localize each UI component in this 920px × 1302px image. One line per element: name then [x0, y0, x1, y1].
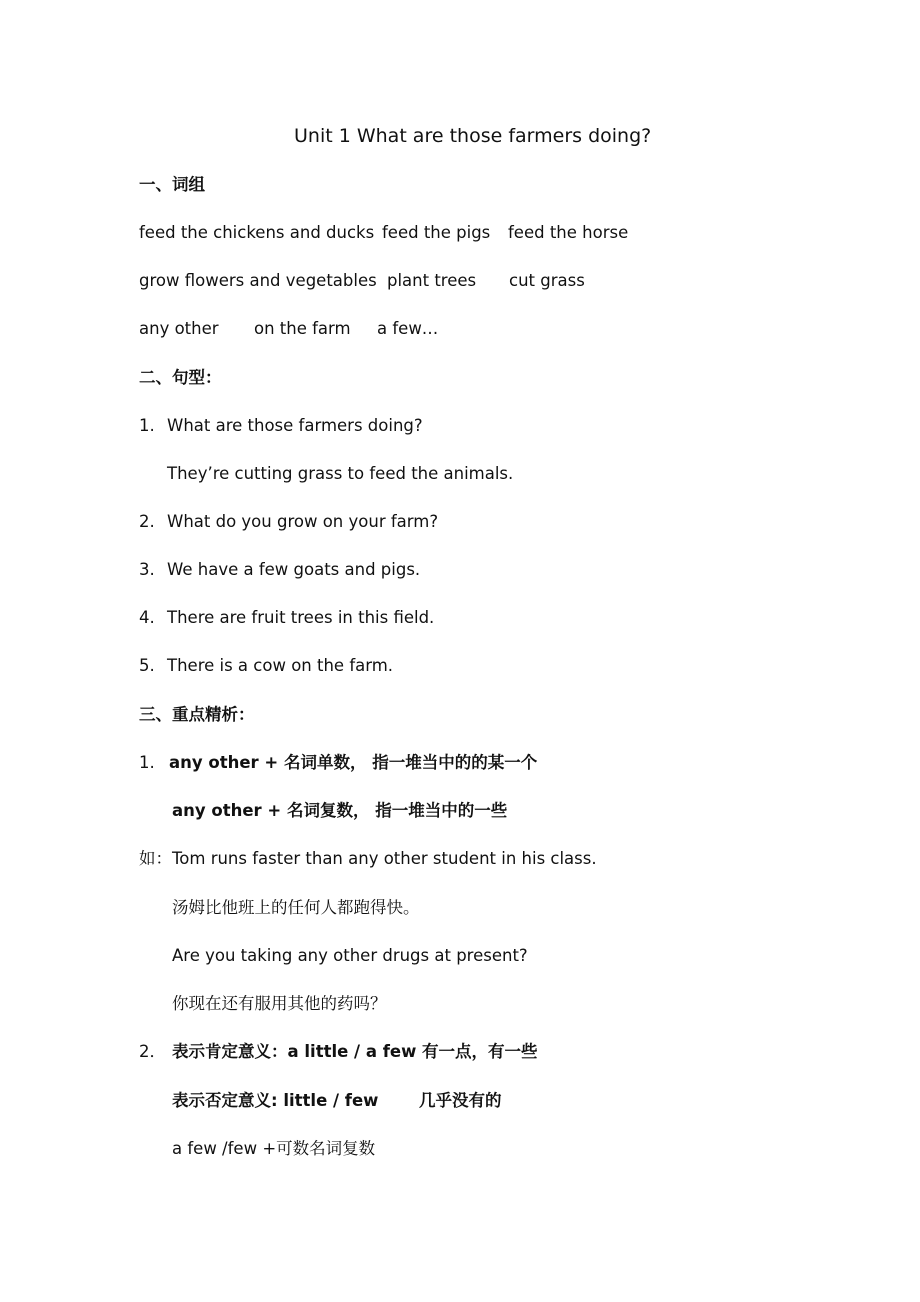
- section-heading-sentences: 二、句型：: [139, 368, 222, 387]
- key-point-text: any other + 名词单数， 指一堆当中的的某一个: [169, 753, 538, 772]
- example-translation: 你现在还有服用其他的药吗？: [172, 994, 387, 1013]
- phrase-item: on the farm: [254, 319, 351, 338]
- item-number: 5.: [139, 656, 155, 675]
- section-heading-phrases: 一、词组: [139, 175, 205, 194]
- sentence-text: We have a few goats and pigs.: [167, 560, 421, 579]
- phrase-row: [139, 270, 839, 292]
- sentence-item: [139, 559, 839, 581]
- item-number: 2.: [139, 512, 155, 531]
- phrase-item: any other: [139, 319, 219, 338]
- phrase-row: [139, 222, 839, 244]
- sentence-text: There are fruit trees in this field.: [167, 608, 435, 627]
- page-title: Unit 1 What are those farmers doing?: [294, 125, 652, 147]
- sentence-text: What are those farmers doing?: [167, 416, 423, 435]
- phrase-item: plant trees: [387, 271, 477, 290]
- section-heading-key-points: 三、重点精析：: [139, 705, 255, 724]
- example-line: [139, 848, 839, 870]
- sentence-text: What do you grow on your farm?: [167, 512, 439, 531]
- item-number: 1.: [139, 753, 155, 772]
- item-number: 4.: [139, 608, 155, 627]
- key-point-item: [139, 752, 839, 774]
- phrase-item: feed the horse: [508, 223, 629, 242]
- item-number: 2．: [139, 1042, 166, 1061]
- sentence-item: [139, 607, 839, 629]
- sentence-item: [139, 415, 839, 437]
- phrase-item: cut grass: [509, 271, 585, 290]
- example-label: 如：: [139, 849, 172, 868]
- usage-rule: a few /few +可数名词复数: [172, 1139, 376, 1158]
- example-sentence: Are you taking any other drugs at present?: [172, 946, 528, 965]
- key-point-text: any other + 名词复数， 指一堆当中的一些: [172, 801, 508, 820]
- sentence-answer: They’re cutting grass to feed the animals.: [167, 464, 514, 483]
- item-number: 3.: [139, 560, 155, 579]
- example-translation: 汤姆比他班上的任何人都跑得快。: [172, 898, 420, 917]
- item-number: 1.: [139, 416, 155, 435]
- example-sentence: Tom runs faster than any other student in his class.: [172, 849, 597, 868]
- negative-label: 表示否定意义: little / few: [172, 1091, 379, 1110]
- sentence-text: There is a cow on the farm.: [167, 656, 394, 675]
- phrase-item: a few…: [377, 319, 439, 338]
- phrase-item: feed the chickens and ducks: [139, 223, 375, 242]
- phrase-row: [139, 318, 839, 340]
- negative-meaning: 几乎没有的: [419, 1091, 502, 1110]
- phrase-item: feed the pigs: [382, 223, 491, 242]
- key-point-item: [139, 1041, 839, 1063]
- sentence-item: [139, 655, 839, 677]
- phrase-item: grow flowers and vegetables: [139, 271, 377, 290]
- sentence-item: [139, 511, 839, 533]
- key-point-text: [172, 1090, 772, 1112]
- key-point-text: 表示肯定意义：a little / a few 有一点，有一些: [172, 1042, 538, 1061]
